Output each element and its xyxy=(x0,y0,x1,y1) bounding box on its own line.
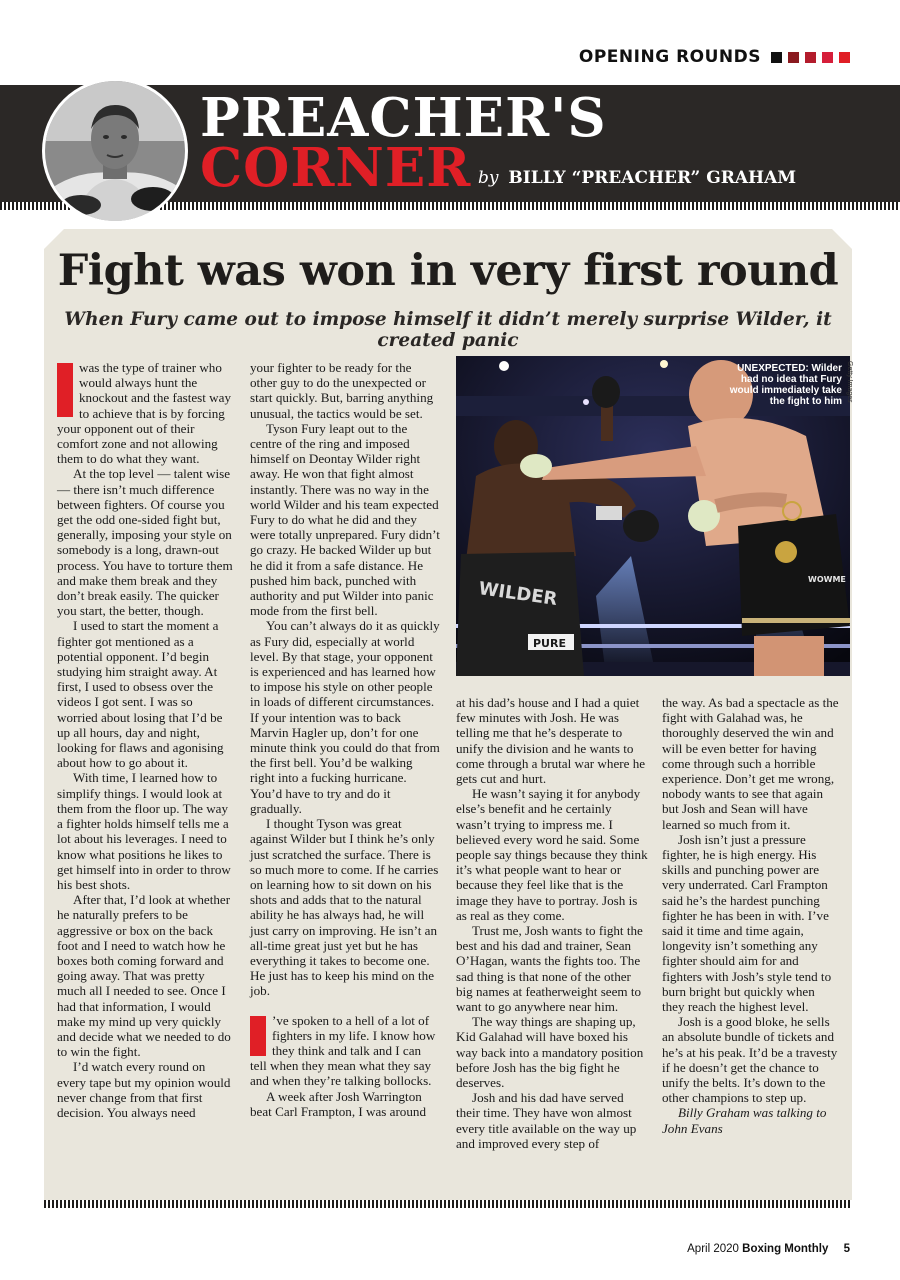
drop-cap xyxy=(57,363,73,417)
column-title-line1: PREACHER'S xyxy=(200,87,607,149)
paragraph-text: ’ve spoken to a hell of a lot of fighters in my life. I know how they think and talk and I can tell when they mean what they say and when they’re talking bollocks. xyxy=(250,1012,436,1089)
paragraph: With time, I learned how to simplify things. I would look at them from the floor up. The way a fighter holds himself tells me a lot about his leverages. I need to know what positions he likes to get himself into in order to throw his best shots. xyxy=(57,770,231,892)
text-column-2 xyxy=(250,360,440,1119)
paragraph xyxy=(57,360,235,466)
section-square xyxy=(788,52,799,63)
paragraph: Josh is a good bloke, he sells an absolute bundle of tickets and he’s at his peak. It’d be a travesty if he doesn’t get the chance to unify the belts. It’s down to the other champions to step up. xyxy=(662,1014,838,1106)
text-column-1 xyxy=(57,360,235,1120)
issue-date: April 2020 xyxy=(687,1243,739,1255)
section-square xyxy=(822,52,833,63)
paragraph: the way. As bad a spectacle as the fight with Galahad was, he thoroughly deserved the win and will be even better for having come through such a horrible experience. Don’t get me wrong, nobody wants to see that again but Josh and Sean will have learned so much from it. xyxy=(662,695,839,832)
footer-tick-rule xyxy=(44,1200,852,1208)
paragraph: Josh isn’t just a pressure fighter, he is high energy. His skills and punching power are very underrated. Carl Frampton said he’s the hardest punching fighter he has been in with. I’ve said it time and time again, longevity isn’t something any fighter should aim for and fighters with Josh’s style tend to burn bright but quickly when they reach the highest level. xyxy=(662,831,832,1015)
paragraph: He wasn’t saying it for anybody else’s benefit and he certainly wasn’t trying to impress me. I believed every word he said. Some people say things because they think it’s what people want to hear or because they feel like that is the image they have to portray. Josh is as real as they come. xyxy=(456,786,648,923)
photo-credit: Getty Images xyxy=(846,361,853,403)
section-label xyxy=(579,47,850,67)
text-column-4 xyxy=(662,695,840,1136)
byline-author: BILLY “PREACHER” GRAHAM xyxy=(508,168,797,188)
paragraph: Trust me, Josh wants to fight the best and his dad and trainer, Sean O’Hagan, wants the fights too. The sad thing is that none of the other big names at featherweight seem to want to go anywhere near him. xyxy=(456,923,643,1015)
byline xyxy=(478,168,796,188)
author-portrait-image xyxy=(45,81,185,221)
text-column-3 xyxy=(456,695,648,1151)
paragraph: I thought Tyson was great against Wilder but I think he’s only just scratched the surface. There is so much more to come. If he carries on learning how to sit down on his shots and adds that to the natural ability he has always had, he will just carry on improving. He isn’t an all-time great just yet but he has everything it takes to become one. He just has to keep his mind on the job. xyxy=(250,816,439,999)
magazine-name: Boxing Monthly xyxy=(742,1243,829,1255)
section-label-text: OPENING ROUNDS xyxy=(578,47,761,67)
sponsor-text: PURE xyxy=(533,637,566,650)
paragraph: At the top level — talent wise — there isn’t much difference between fighters. Of course you get the odd one-sided fight but, generally, imposing your style on somebody is a long, drawn-out process. You have to torture them and make them break and they don’t break easily. The quicker you start, the better, though. xyxy=(57,466,233,619)
belt-text: WOWME xyxy=(808,575,846,584)
paragraph-text: was the type of trainer who would always hunt the knockout and the fastest way to achieve that is by forcing your opponent out of their comfort zone and not allowing them to do what they want. xyxy=(57,360,231,467)
paragraph: A week after Josh Warrington beat Carl Frampton, I was around xyxy=(250,1088,426,1119)
paragraph xyxy=(250,1013,440,1089)
paragraph: I’d watch every round on every tape but my opinion would never change from that first decision. You always need xyxy=(57,1059,231,1120)
headline: Fight was won in very first round xyxy=(57,246,839,296)
paragraph: Josh and his dad have served their time. They have won almost every title available on the way up and improved every step of xyxy=(456,1090,637,1151)
section-square xyxy=(805,52,816,63)
section-square xyxy=(839,52,850,63)
page-number: 5 xyxy=(843,1243,850,1255)
paragraph: at his dad’s house and I had a quiet few minutes with Josh. He was telling me that he’s desperate to unify the division and he wants to come through a brutal war where he gets cut and hurt. xyxy=(456,695,646,787)
paragraph: The way things are shaping up, Kid Galahad will have boxed his way back into a mandatory position before Josh has the big fight he deserves. xyxy=(456,1014,644,1091)
standfirst: When Fury came out to impose himself it didn’t merely surprise Wilder, it created panic xyxy=(64,309,832,351)
section-square xyxy=(771,52,782,63)
paragraph: your fighter to be ready for the other guy to do the unexpected or start quickly. But, barring anything unusual, the tactics would be set. xyxy=(250,360,434,421)
trunks-text: WILDER xyxy=(477,578,559,610)
byline-by: by xyxy=(478,168,499,188)
column-title-line2: CORNER xyxy=(200,137,472,199)
paragraph: You can’t always do it as quickly as Fury did, especially at world level. By that stage, your opponent is experienced and has learned how to impose his style on other people in loads of different circumstances. If your intention was to back Marvin Hagler up, don’t for one minute think you could do that from the first bell. You’d be walking right into a fucking hurricane. You’d have to try and do it gradually. xyxy=(250,618,440,816)
author-avatar xyxy=(42,78,188,224)
paragraph: Tyson Fury leapt out to the centre of the ring and imposed himself on Deontay Wilder right away. He won that fight almost instantly. There was no way in the world Wilder and his team expected Fury to do what he did and they were totally unprepared. Fury didn’t go crazy. He backed Wilder up but he did it from a safe distance. He pushed him back, punched with authority and put Wilder into panic mode from the first bell. xyxy=(250,420,440,619)
drop-cap xyxy=(250,1016,266,1056)
paragraph: I used to start the moment a fighter got mentioned as a potential opponent. I’d begin studying him straight away. At first, I used to obsess over the videos I got sent. I was so worried about losing that I’d be up all hours, day and night, looking for flaws and agonising about how to go about it. xyxy=(57,618,224,771)
paragraph: After that, I’d look at whether he naturally prefers to be aggressive or box on the back foot and I need to watch how he boxes both coming forward and going away. That was pretty much all I needed to see. Once I had that information, I would make my mind up very quickly and decide what we needed to do to win the fight. xyxy=(57,892,231,1060)
page-footer xyxy=(687,1243,850,1255)
photo-caption: UNEXPECTED: Wilder had no idea that Fury would immediately take the fight to him xyxy=(729,363,842,407)
interview-credit: Billy Graham was talking to John Evans xyxy=(662,1105,827,1136)
